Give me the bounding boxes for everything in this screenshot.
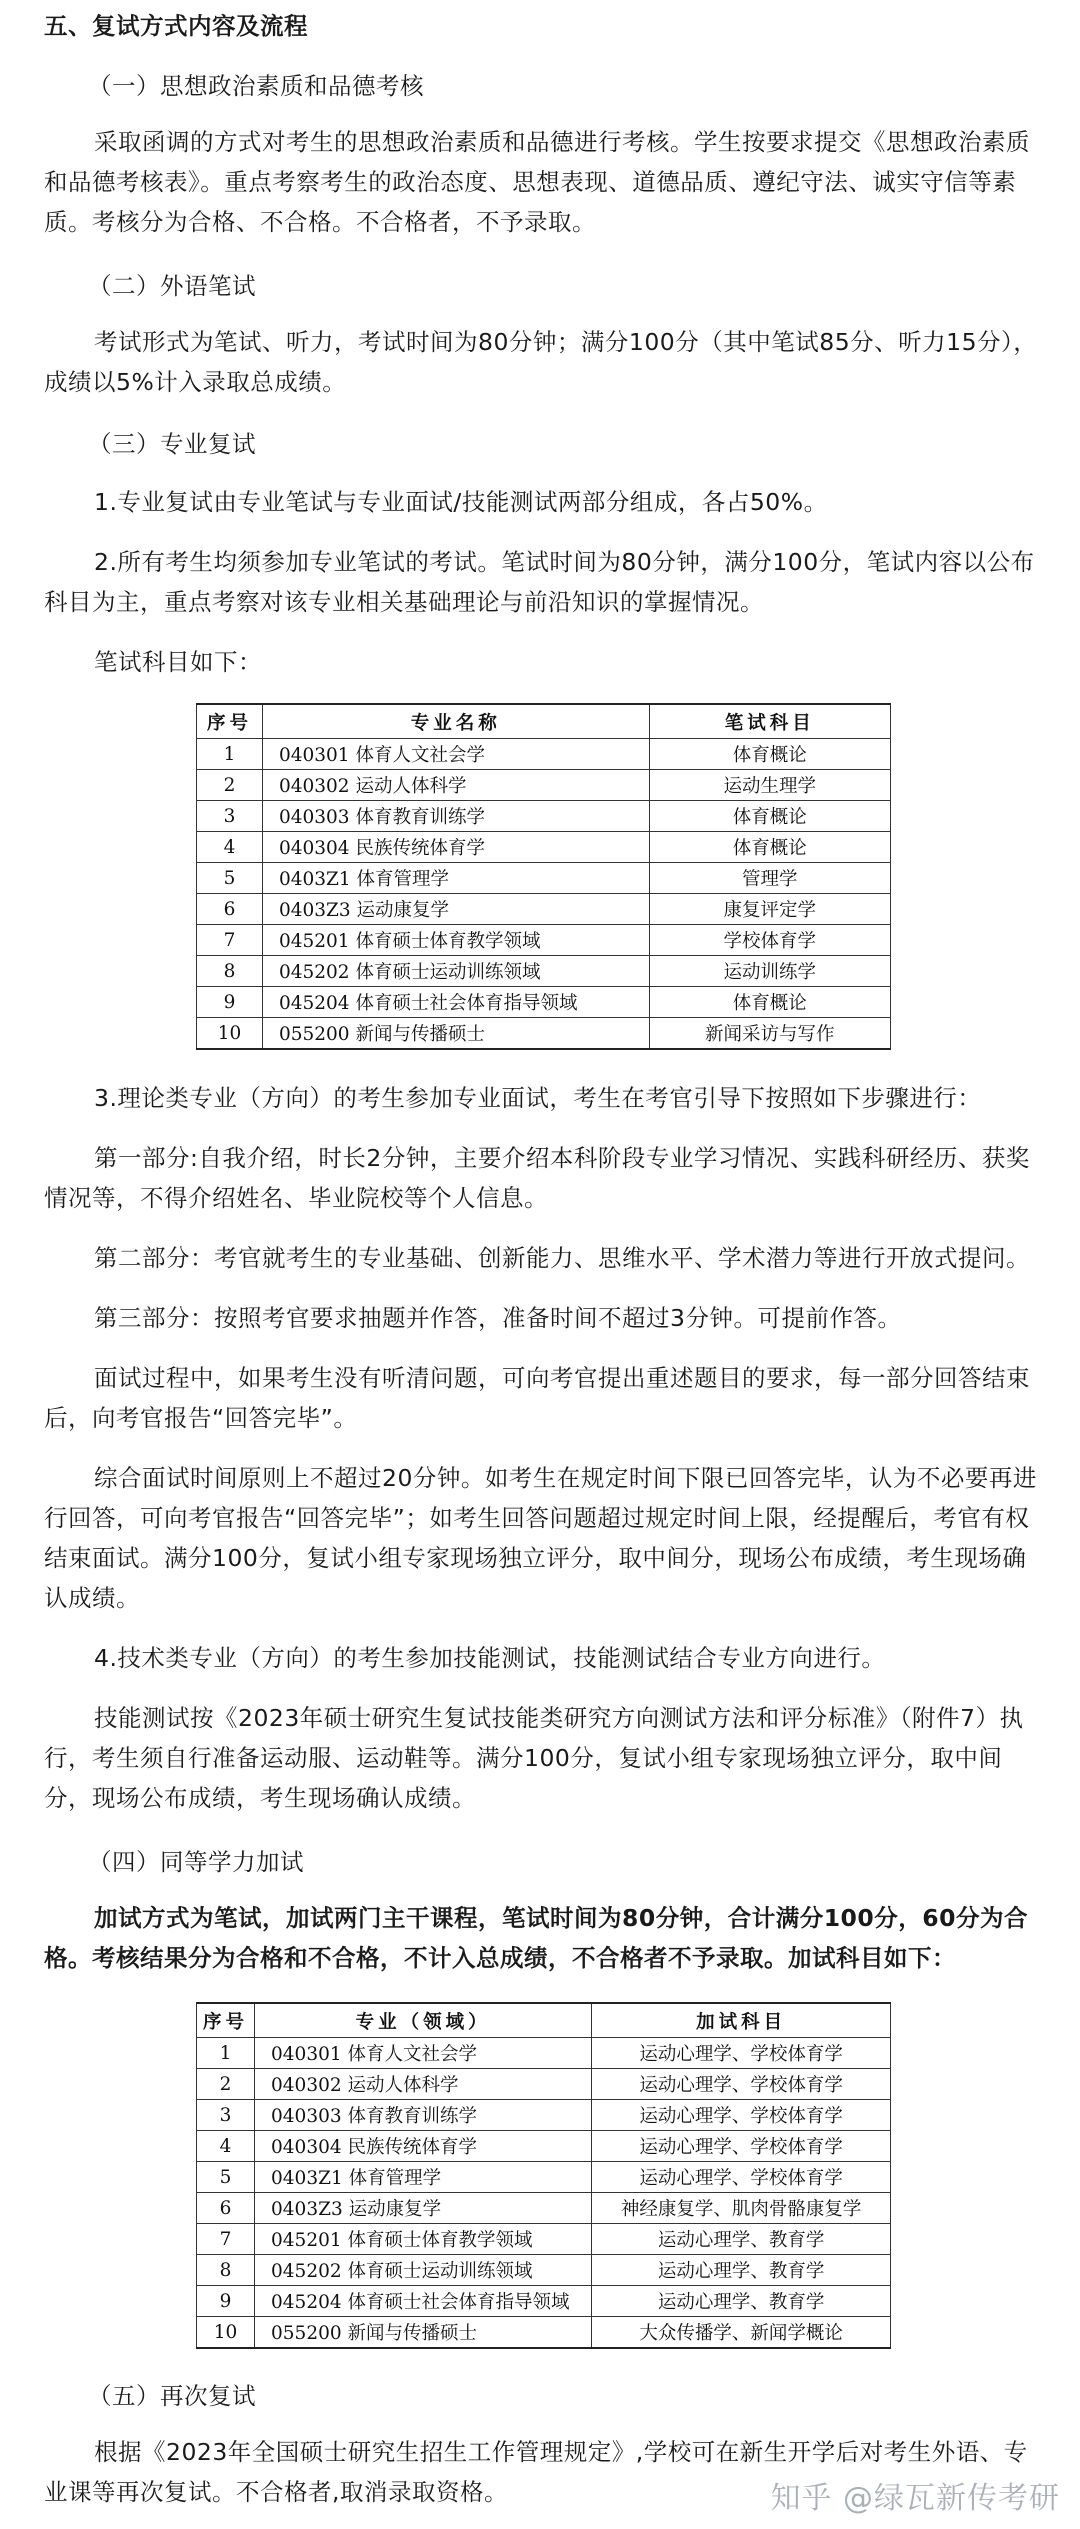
table-row: [197, 2255, 891, 2286]
table-cell: 045201 体育硕士体育教学领域: [255, 2224, 592, 2255]
table-cell: 9: [197, 987, 263, 1018]
table-cell: 管理学: [649, 863, 890, 894]
column-header: 专业名称: [262, 704, 649, 739]
table-row: [197, 2038, 891, 2069]
table-cell: 045204 体育硕士社会体育指导领域: [255, 2286, 592, 2317]
table-header-row: [197, 704, 891, 739]
table-header-row: [197, 2003, 891, 2038]
table-row: [197, 894, 891, 925]
table-cell: 4: [197, 832, 263, 863]
paragraph-language: 考试形式为笔试、听力，考试时间为80分钟；满分100分（其中笔试85分、听力15分），成绩以5%计入录取总成绩。: [44, 328, 1038, 396]
table-row: [197, 2224, 891, 2255]
table-cell: 1: [197, 739, 263, 770]
paragraph-skill-test: 技能测试按《2023年硕士研究生复试技能类研究方向测试方法和评分标准》（附件7）执行，考生须自行准备运动服、运动鞋等。满分100分，复试小组专家现场独立评分，取中间分，现场公布成绩，考生现场确认成绩。: [44, 1704, 1024, 1812]
table-cell: 6: [197, 894, 263, 925]
paragraph-written-subjects-intro: 笔试科目如下：: [94, 648, 262, 676]
column-header: 序号: [197, 2003, 255, 2038]
table-cell: 040302 运动人体科学: [262, 770, 649, 801]
table-cell: 运动心理学、教育学: [592, 2286, 891, 2317]
table-cell: 8: [197, 956, 263, 987]
table-cell: 3: [197, 2100, 255, 2131]
table-cell: 2: [197, 2069, 255, 2100]
table-row: [197, 770, 891, 801]
paragraph-interview-process: 面试过程中，如果考生没有听清问题，可向考官提出重述题目的要求，每一部分回答结束后，向考官报告“回答完毕”。: [44, 1364, 1030, 1432]
table-cell: 2: [197, 770, 263, 801]
table-cell: 7: [197, 2224, 255, 2255]
table-row: [197, 1018, 891, 1050]
table-cell: 10: [197, 2317, 255, 2349]
table-cell: 运动心理学、学校体育学: [592, 2100, 891, 2131]
table-row: [197, 832, 891, 863]
table-cell: 运动训练学: [649, 956, 890, 987]
zhihu-watermark: 知乎 @绿瓦新传考研: [770, 2481, 1060, 2516]
table-cell: 新闻采访与写作: [649, 1018, 890, 1050]
column-header: 序号: [197, 704, 263, 739]
table-cell: 10: [197, 1018, 263, 1050]
subsection-title-reexam: （五）再次复试: [88, 2382, 256, 2410]
table-cell: 神经康复学、肌肉骨骼康复学: [592, 2193, 891, 2224]
table-cell: 055200 新闻与传播硕士: [262, 1018, 649, 1050]
subsection-title-political: （一）思想政治素质和品德考核: [88, 72, 424, 100]
table-cell: 运动心理学、学校体育学: [592, 2069, 891, 2100]
table-cell: 1: [197, 2038, 255, 2069]
table-cell: 体育概论: [649, 801, 890, 832]
paragraph-professional-2: 2.所有考生均须参加专业笔试的考试。笔试时间为80分钟，满分100分，笔试内容以公布科目为主，重点考察对该专业相关基础理论与前沿知识的掌握情况。: [44, 548, 1035, 616]
table-cell: 体育概论: [649, 832, 890, 863]
table-cell: 040303 体育教育训练学: [262, 801, 649, 832]
table-cell: 运动生理学: [649, 770, 890, 801]
table-row: [197, 2069, 891, 2100]
table-row: [197, 2131, 891, 2162]
subsection-title-language: （二）外语笔试: [88, 272, 256, 300]
table-row: [197, 801, 891, 832]
table-cell: 045201 体育硕士体育教学领域: [262, 925, 649, 956]
table-row: [197, 2317, 891, 2349]
paragraph-equivalent: 加试方式为笔试，加试两门主干课程，笔试时间为80分钟，合计满分100分，60分为合格。考核结果分为合格和不合格，不计入总成绩，不合格者不予录取。加试科目如下：: [44, 1904, 1028, 1972]
paragraph-reexam: 根据《2023年全国硕士研究生招生工作管理规定》,学校可在新生开学后对考生外语、专业课等再次复试。不合格者,取消录取资格。: [44, 2438, 1028, 2506]
table-row: [197, 2100, 891, 2131]
table-cell: 运动心理学、学校体育学: [592, 2038, 891, 2069]
table-row: [197, 956, 891, 987]
table-cell: 康复评定学: [649, 894, 890, 925]
paragraph-interview-duration: 综合面试时间原则上不超过20分钟。如考生在规定时间下限已回答完毕，认为不必要再进行回答，可向考官报告“回答完毕”；如考生回答问题超过规定时间上限，经提醒后，考官有权结束面试。满分100分，复试小组专家现场独立评分，取中间分，现场公布成绩，考生现场确认成绩。: [44, 1464, 1037, 1612]
table-cell: 0403Z3 运动康复学: [262, 894, 649, 925]
table-cell: 4: [197, 2131, 255, 2162]
table-row: [197, 925, 891, 956]
table-row: [197, 2286, 891, 2317]
table-cell: 5: [197, 863, 263, 894]
table-cell: 045202 体育硕士运动训练领域: [262, 956, 649, 987]
paragraph-professional-1: 1.专业复试由专业笔试与专业面试/技能测试两部分组成，各占50%。: [94, 488, 828, 516]
table-cell: 0403Z3 运动康复学: [255, 2193, 592, 2224]
table-cell: 055200 新闻与传播硕士: [255, 2317, 592, 2349]
paragraph-interview-part2: 第二部分：考官就考生的专业基础、创新能力、思维水平、学术潜力等进行开放式提问。: [94, 1244, 1030, 1272]
table-cell: 5: [197, 2162, 255, 2193]
table-cell: 体育概论: [649, 739, 890, 770]
table-cell: 0403Z1 体育管理学: [255, 2162, 592, 2193]
subsection-title-professional: （三）专业复试: [88, 430, 256, 458]
table-cell: 8: [197, 2255, 255, 2286]
table-row: [197, 2193, 891, 2224]
table-cell: 运动心理学、教育学: [592, 2224, 891, 2255]
table-cell: 运动心理学、教育学: [592, 2255, 891, 2286]
table-row: [197, 739, 891, 770]
column-header: 笔试科目: [649, 704, 890, 739]
table-cell: 045204 体育硕士社会体育指导领域: [262, 987, 649, 1018]
table-cell: 运动心理学、学校体育学: [592, 2131, 891, 2162]
paragraph-interview-intro: 3.理论类专业（方向）的考生参加专业面试，考生在考官引导下按照如下步骤进行：: [94, 1084, 982, 1112]
paragraph-political: 采取函调的方式对考生的思想政治素质和品德进行考核。学生按要求提交《思想政治素质和品德考核表》。重点考察考生的政治态度、思想表现、道德品质、遵纪守法、诚实守信等素质。考核分为合格、不合格。不合格者，不予录取。: [44, 128, 1030, 236]
table-cell: 体育概论: [649, 987, 890, 1018]
column-header: 专业（领域）: [255, 2003, 592, 2038]
table-cell: 运动心理学、学校体育学: [592, 2162, 891, 2193]
section-heading: 五、复试方式内容及流程: [44, 12, 308, 40]
table-cell: 学校体育学: [649, 925, 890, 956]
table-row: [197, 863, 891, 894]
table-cell: 大众传播学、新闻学概论: [592, 2317, 891, 2349]
table-cell: 6: [197, 2193, 255, 2224]
paragraph-skill-test-intro: 4.技术类专业（方向）的考生参加技能测试，技能测试结合专业方向进行。: [94, 1644, 886, 1672]
table-cell: 040304 民族传统体育学: [255, 2131, 592, 2162]
table-cell: 9: [197, 2286, 255, 2317]
table-cell: 040304 民族传统体育学: [262, 832, 649, 863]
table-cell: 045202 体育硕士运动训练领域: [255, 2255, 592, 2286]
table-cell: 040301 体育人文社会学: [255, 2038, 592, 2069]
table-cell: 7: [197, 925, 263, 956]
subsection-title-equivalent: （四）同等学力加试: [88, 1848, 304, 1876]
table-row: [197, 2162, 891, 2193]
table-cell: 040301 体育人文社会学: [262, 739, 649, 770]
table-cell: 040302 运动人体科学: [255, 2069, 592, 2100]
table-row: [197, 987, 891, 1018]
table-cell: 3: [197, 801, 263, 832]
column-header: 加试科目: [592, 2003, 891, 2038]
paragraph-interview-part3: 第三部分：按照考官要求抽题并作答，准备时间不超过3分钟。可提前作答。: [94, 1304, 902, 1332]
additional-subjects-table: [196, 2002, 891, 2349]
paragraph-interview-part1: 第一部分:自我介绍，时长2分钟，主要介绍本科阶段专业学习情况、实践科研经历、获奖情况等，不得介绍姓名、毕业院校等个人信息。: [44, 1144, 1030, 1212]
table-cell: 040303 体育教育训练学: [255, 2100, 592, 2131]
table-cell: 0403Z1 体育管理学: [262, 863, 649, 894]
written-subjects-table: [196, 703, 891, 1050]
